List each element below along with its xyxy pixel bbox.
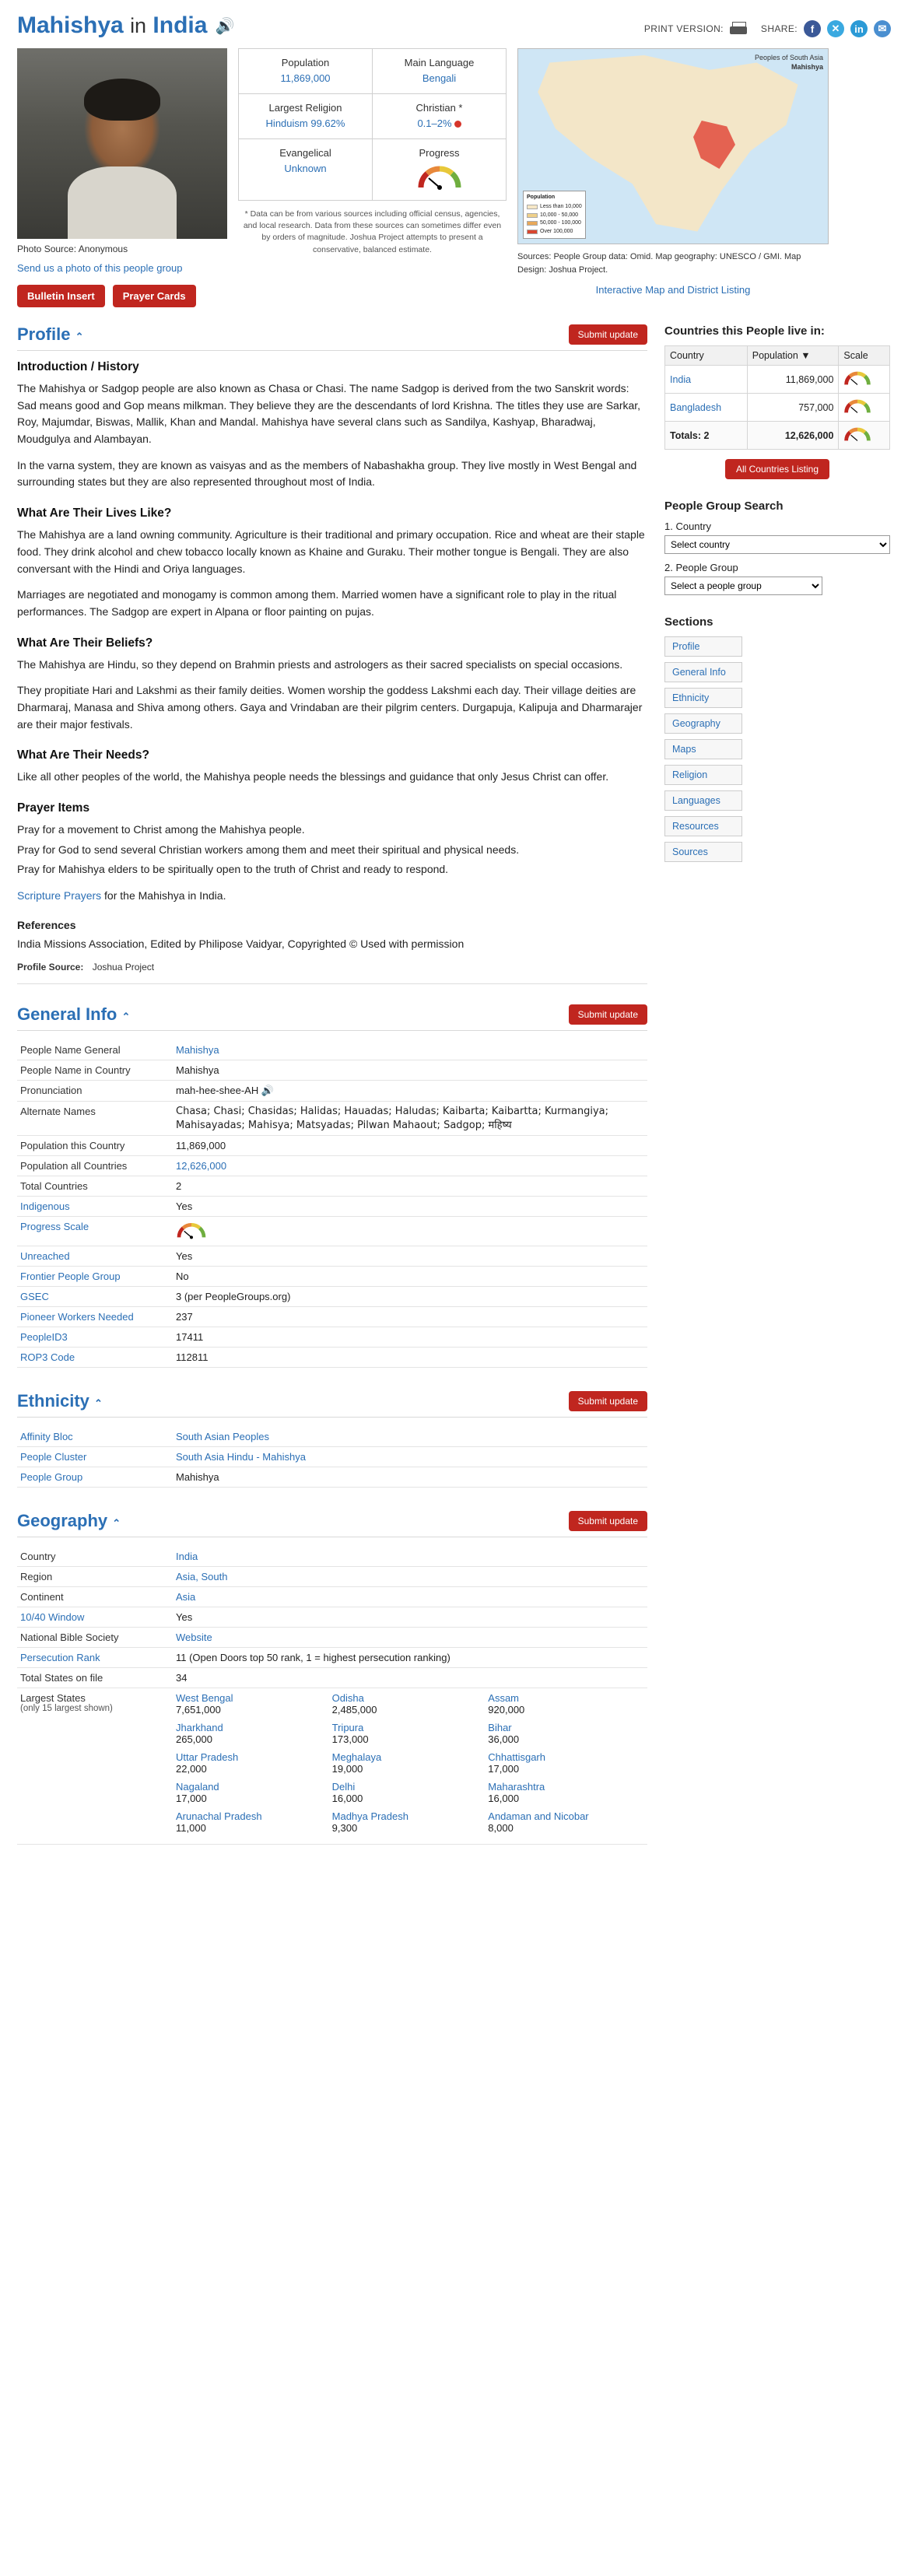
- state-population: 7,651,000: [176, 1704, 221, 1716]
- needs-heading: What Are Their Needs?: [17, 748, 149, 762]
- section-link-languages[interactable]: Languages: [664, 790, 742, 811]
- state-population: 16,000: [331, 1793, 363, 1805]
- facts-row: [239, 139, 506, 200]
- content-column: [17, 324, 647, 1845]
- search-label-country: 1. Country: [664, 520, 711, 532]
- row-key[interactable]: Indigenous: [17, 1197, 173, 1217]
- email-icon[interactable]: ✉: [874, 20, 891, 37]
- row-value: mah-hee-shee-AH 🔊: [173, 1081, 647, 1102]
- fact-value[interactable]: Bengali: [422, 72, 457, 84]
- ethnicity-section-header: [17, 1391, 647, 1418]
- row-value: Mahishya: [173, 1060, 647, 1081]
- row-value[interactable]: Website: [173, 1628, 647, 1648]
- fact-label: Population: [281, 57, 330, 68]
- row-value[interactable]: Mahishya: [173, 1040, 647, 1060]
- row-value: 3 (per PeopleGroups.org): [173, 1287, 647, 1307]
- row-value[interactable]: 12,626,000: [173, 1156, 647, 1176]
- prayer-line-1: Pray for a movement to Christ among the Mahishya people.: [17, 823, 305, 836]
- fact-largest-religion: [239, 94, 373, 138]
- states-col-2: [332, 1692, 489, 1840]
- printer-icon[interactable]: [730, 22, 747, 36]
- ethnicity-table: [17, 1427, 647, 1488]
- state-name[interactable]: West Bengal: [176, 1692, 233, 1705]
- state-name[interactable]: Arunachal Pradesh: [176, 1810, 262, 1823]
- send-photo-link[interactable]: Send us a photo of this people group: [17, 262, 183, 274]
- row-key: Continent: [17, 1587, 173, 1607]
- fact-population: [239, 49, 373, 93]
- fact-value: 11,869,000: [280, 72, 331, 84]
- fact-label: Progress: [419, 147, 460, 159]
- general-info-heading: General Info: [17, 1004, 117, 1025]
- table-row: [17, 1688, 647, 1845]
- chevron-up-icon[interactable]: ⌃: [94, 1397, 103, 1410]
- col-scale[interactable]: Scale: [839, 346, 890, 366]
- row-value: Chasa; Chasi; Chasidas; Halidas; Hauadas; Haludas; Kaibarta; Kaibartta; Kurmangiya; Mahisayadas; Mahisya; Matsyadas; Pilwan Mahaout; Sadgop; महिष्य: [173, 1102, 647, 1136]
- submit-update-general-info-button[interactable]: Submit update: [569, 1004, 647, 1025]
- state-population: 920,000: [488, 1704, 525, 1716]
- scripture-prayers-link[interactable]: Scripture Prayers: [17, 889, 102, 902]
- state-name[interactable]: Odisha: [331, 1692, 364, 1705]
- profile-heading: Profile: [17, 324, 71, 344]
- row-key: Population all Countries: [17, 1156, 173, 1176]
- submit-update-ethnicity-button[interactable]: Submit update: [569, 1391, 647, 1411]
- table-row: [17, 1567, 647, 1587]
- title-text: [17, 14, 207, 37]
- scripture-prayers-rest: for the Mahishya in India.: [104, 889, 226, 902]
- country-name: India: [153, 12, 208, 38]
- title-in: in: [130, 14, 147, 37]
- fact-progress: [373, 139, 506, 200]
- needs-paragraph-1: Like all other peoples of the world, the Mahishya people needs the blessings and guidance that only Jesus Christ can offer.: [17, 770, 609, 783]
- lives-paragraph-1: The Mahishya are a land owning community. Agriculture is their traditional and primary occupation. Rice and wheat are their staple food. They drink alcohol and chew tobacco locally known as Khaine and Guraku. Their mother tongue is Bengali. They are also conversant with the Hindi and Oriya languages.: [17, 528, 645, 575]
- table-row: [665, 394, 890, 422]
- state-population: 36,000: [488, 1733, 520, 1746]
- link-icon[interactable]: in: [850, 20, 868, 37]
- totals-population: 12,626,000: [747, 422, 839, 450]
- search-title: People Group Search: [664, 499, 784, 513]
- state-population: 11,000: [176, 1822, 206, 1835]
- fact-label: Evangelical: [279, 147, 331, 159]
- row-key[interactable]: People Cluster: [17, 1447, 173, 1467]
- row-key: Country: [17, 1547, 173, 1567]
- beliefs-heading: What Are Their Beliefs?: [17, 636, 153, 650]
- country-population: 11,869,000: [747, 366, 839, 394]
- scale-gauge-icon: [839, 366, 890, 394]
- facts-table: [238, 48, 507, 201]
- section-link-profile[interactable]: Profile: [664, 636, 742, 657]
- row-key: People Name in Country: [17, 1060, 173, 1081]
- twitter-x-icon[interactable]: ✕: [827, 20, 844, 37]
- row-value: [173, 1217, 647, 1246]
- row-key[interactable]: People Group: [17, 1467, 173, 1488]
- country-select[interactable]: [664, 535, 890, 554]
- table-row: [17, 1060, 647, 1081]
- states-col-1: [176, 1692, 332, 1840]
- table-row: [17, 1648, 647, 1668]
- row-key[interactable]: Persecution Rank: [17, 1648, 173, 1668]
- row-key[interactable]: ROP3 Code: [17, 1348, 173, 1368]
- row-value: No: [173, 1267, 647, 1287]
- table-row: [17, 1587, 647, 1607]
- page-header: [17, 14, 891, 37]
- header-actions: [644, 14, 891, 37]
- map-legend: Population Less than 10,000 10,000 - 50,000 50,000 - 100,000 Over 100,000: [523, 191, 586, 240]
- row-value: Yes: [173, 1197, 647, 1217]
- state-population: 22,000: [176, 1763, 207, 1775]
- country-population: 757,000: [747, 394, 839, 422]
- references-heading: References: [17, 918, 76, 931]
- print-version-label: PRINT VERSION:: [643, 23, 724, 34]
- state-name[interactable]: Assam: [488, 1692, 520, 1705]
- states-col-3: [488, 1692, 644, 1840]
- row-value: 11,869,000: [173, 1136, 647, 1156]
- table-row: [17, 1081, 647, 1102]
- sections-list: [664, 636, 890, 862]
- facts-row: [239, 94, 506, 139]
- state-population: 8,000: [488, 1822, 514, 1835]
- state-population: 17,000: [176, 1793, 207, 1805]
- row-value[interactable]: South Asian Peoples: [173, 1427, 647, 1447]
- row-value: Mahishya: [173, 1467, 647, 1488]
- general-info-section-header: [17, 1004, 647, 1031]
- state-name[interactable]: Bihar: [488, 1722, 512, 1734]
- row-key[interactable]: GSEC: [17, 1287, 173, 1307]
- table-row: [17, 1040, 647, 1060]
- fact-christian: [373, 94, 506, 138]
- table-row: [17, 1668, 647, 1688]
- table-row: [17, 1267, 647, 1287]
- fact-evangelical: [239, 139, 373, 200]
- divider: [17, 983, 647, 984]
- chevron-up-icon[interactable]: ⌃: [75, 331, 84, 342]
- table-row: [17, 1287, 647, 1307]
- largest-states-grid: [173, 1688, 647, 1845]
- all-countries-listing-button[interactable]: All Countries Listing: [725, 459, 829, 479]
- map-column: [517, 48, 829, 296]
- status-dot-icon: [454, 121, 461, 128]
- state-population: 9,300: [331, 1822, 358, 1835]
- countries-title: Countries this People live in:: [664, 324, 825, 338]
- row-value[interactable]: Asia, South: [173, 1567, 647, 1587]
- photo-buttons: [17, 285, 227, 307]
- state-name[interactable]: Jharkhand: [176, 1722, 223, 1734]
- fact-label: Christian *: [415, 102, 463, 114]
- profile-source-label: Profile Source:: [17, 962, 84, 973]
- row-key[interactable]: Unreached: [17, 1246, 173, 1267]
- row-value: 11 (Open Doors top 50 rank, 1 = highest persecution ranking): [173, 1648, 647, 1668]
- sidebar: [664, 324, 890, 1845]
- scale-gauge-icon: [839, 422, 890, 450]
- photo-caption: Photo Source: Anonymous: [17, 244, 128, 254]
- state-name[interactable]: Delhi: [331, 1781, 356, 1793]
- section-link-religion[interactable]: Religion: [664, 765, 742, 785]
- col-country[interactable]: Country: [665, 346, 748, 366]
- people-map[interactable]: [517, 48, 829, 244]
- country-name[interactable]: India: [665, 366, 748, 394]
- row-key[interactable]: 10/40 Window: [17, 1607, 173, 1628]
- main-columns: [17, 324, 891, 1845]
- submit-update-geography-button[interactable]: Submit update: [569, 1511, 647, 1531]
- intro-heading: Introduction / History: [17, 360, 139, 373]
- section-link-resources[interactable]: Resources: [664, 816, 742, 836]
- references-text: India Missions Association, Edited by Philipose Vaidyar, Copyrighted © Used with permission: [17, 937, 465, 950]
- country-name[interactable]: Bangladesh: [665, 394, 748, 422]
- photo-column: [17, 48, 227, 307]
- speaker-icon[interactable]: 🔊: [261, 1085, 275, 1097]
- row-value: Yes: [173, 1246, 647, 1267]
- facebook-icon[interactable]: f: [804, 20, 821, 37]
- state-population: 17,000: [488, 1763, 520, 1775]
- people-group-select[interactable]: [664, 577, 822, 595]
- state-name[interactable]: Madhya Pradesh: [331, 1810, 408, 1823]
- table-row: [17, 1176, 647, 1197]
- row-value: 237: [173, 1307, 647, 1327]
- row-key: National Bible Society: [17, 1628, 173, 1648]
- chevron-up-icon[interactable]: ⌃: [121, 1011, 131, 1023]
- row-value: 2: [173, 1176, 647, 1197]
- lives-paragraph-2: Marriages are negotiated and monogamy is common among them. Married women have a significant role to play in the ritual performances. The Sadgop are expert in Alpana or floor painting on pujas.: [17, 588, 617, 618]
- row-value: 112811: [173, 1348, 647, 1368]
- row-key[interactable]: Pioneer Workers Needed: [17, 1307, 173, 1327]
- facts-column: [238, 48, 507, 256]
- map-title: Peoples of South Asia Mahishya: [754, 54, 823, 71]
- table-row: [665, 366, 890, 394]
- table-totals-row: [665, 422, 890, 450]
- prayer-line-3: Pray for Mahishya elders to be spiritually open to the truth of Christ and ready to respond.: [17, 863, 449, 876]
- row-value[interactable]: Asia: [173, 1587, 647, 1607]
- table-row: [17, 1102, 647, 1136]
- table-row: [17, 1628, 647, 1648]
- geography-heading: Geography: [17, 1511, 108, 1531]
- row-key[interactable]: Affinity Bloc: [17, 1427, 173, 1447]
- fact-label: Largest Religion: [268, 102, 342, 114]
- table-header-row: [665, 346, 890, 366]
- progress-gauge-icon: [416, 163, 463, 191]
- geography-table: [17, 1547, 647, 1845]
- row-key: Largest States (only 15 largest shown): [17, 1688, 173, 1845]
- table-row: [17, 1246, 647, 1267]
- table-row: [17, 1348, 647, 1368]
- chevron-up-icon[interactable]: ⌃: [112, 1517, 121, 1530]
- prayer-line-2: Pray for God to send several Christian workers among them and meet their spiritual and physical needs.: [17, 843, 520, 856]
- row-value[interactable]: India: [173, 1547, 647, 1567]
- state-name[interactable]: Andaman and Nicobar: [488, 1810, 589, 1823]
- row-key: Total Countries: [17, 1176, 173, 1197]
- lives-heading: What Are Their Lives Like?: [17, 506, 172, 520]
- submit-update-profile-button[interactable]: Submit update: [569, 324, 647, 345]
- people-name: Mahishya: [17, 12, 124, 38]
- table-row: [17, 1607, 647, 1628]
- facts-footnote: * Data can be from various sources including official census, agencies, and local research. Data from these sources can sometimes differ even by orders of magnitude. Joshua Project attempts to present a conservative, balanced estimate.: [243, 209, 502, 254]
- scripture-prayers-line: [17, 888, 647, 905]
- people-group-search: [664, 499, 890, 595]
- interactive-map-link[interactable]: Interactive Map and District Listing: [595, 284, 751, 296]
- table-row: [17, 1197, 647, 1217]
- ethnicity-heading: Ethnicity: [17, 1391, 89, 1411]
- row-key: Total States on file: [17, 1668, 173, 1688]
- section-link-sources[interactable]: Sources: [664, 842, 742, 862]
- people-photo: [17, 48, 227, 239]
- share-label: SHARE:: [760, 23, 798, 34]
- row-key: People Name General: [17, 1040, 173, 1060]
- fact-value: Hinduism 99.62%: [265, 117, 345, 129]
- top-panel: [17, 48, 891, 307]
- row-value: 17411: [173, 1327, 647, 1348]
- row-value: 34: [173, 1668, 647, 1688]
- beliefs-paragraph-2: They propitiate Hari and Lakshmi as their family deities. Women worship the goddess Lakshmi each day. Their village deities are Dharmaraj, Manasa and Shiva among others. Gaya and Vrindaban are their pilgrim centers. Durgapuja, Kalipuja and Dharmarajer are their major festivals.: [17, 684, 643, 731]
- state-name[interactable]: Nagaland: [176, 1781, 219, 1793]
- col-population[interactable]: Population ▼: [747, 346, 839, 366]
- state-name[interactable]: Tripura: [331, 1722, 364, 1734]
- beliefs-paragraph-1: The Mahishya are Hindu, so they depend on Brahmin priests and astrologers as their sacred specialists on special occasions.: [17, 657, 623, 671]
- facts-row: [239, 49, 506, 94]
- section-link-ethnicity[interactable]: Ethnicity: [664, 688, 742, 708]
- section-link-maps[interactable]: Maps: [664, 739, 742, 759]
- row-key[interactable]: Progress Scale: [17, 1217, 173, 1246]
- row-key[interactable]: PeopleID3: [17, 1327, 173, 1348]
- search-label-people-group: 2. People Group: [664, 562, 738, 573]
- intro-paragraph-1: The Mahishya or Sadgop people are also known as Chasa or Chasi. The name Sadgop is derived from the two Sanskrit words: Sad means good and Gop means milkman. They believe they are the descendants of lord Krishna. The titles they use are Sarkar, Roy, Majumdar, Biswas, Mallik, Khan and Mandal. Mahishya have several clans such as Sandilya, Kashyap, Bharadwaj, Moudgulya and Alambayan.: [17, 382, 641, 446]
- profile-source: [17, 962, 647, 973]
- row-key: Region: [17, 1567, 173, 1587]
- table-row: [17, 1427, 647, 1447]
- row-key[interactable]: Frontier People Group: [17, 1267, 173, 1287]
- profile-source-value: Joshua Project: [92, 962, 155, 973]
- speaker-icon[interactable]: 🔊: [215, 17, 235, 35]
- row-value[interactable]: South Asia Hindu - Mahishya: [173, 1447, 647, 1467]
- prayer-cards-button[interactable]: Prayer Cards: [113, 285, 196, 307]
- table-row: [17, 1307, 647, 1327]
- row-key: Pronunciation: [17, 1081, 173, 1102]
- table-row: [17, 1136, 647, 1156]
- state-population: 2,485,000: [331, 1704, 377, 1716]
- progress-gauge-icon: [176, 1221, 207, 1239]
- table-row: [17, 1447, 647, 1467]
- state-population: 16,000: [488, 1793, 520, 1805]
- row-key: Population this Country: [17, 1136, 173, 1156]
- fact-value: 0.1–2%: [417, 117, 452, 129]
- fact-main-language: [373, 49, 506, 93]
- row-value: Yes: [173, 1607, 647, 1628]
- table-row: [17, 1467, 647, 1488]
- map-sources: Sources: People Group data: Omid. Map geography: UNESCO / GMI. Map Design: Joshua Project.: [517, 252, 801, 275]
- state-name[interactable]: Chhattisgarh: [488, 1751, 545, 1764]
- general-info-table: [17, 1040, 647, 1368]
- profile-section-header: [17, 324, 647, 351]
- countries-table: [664, 345, 890, 450]
- geography-section-header: [17, 1511, 647, 1537]
- table-row: [17, 1156, 647, 1176]
- bulletin-insert-button[interactable]: Bulletin Insert: [17, 285, 105, 307]
- state-population: 173,000: [331, 1733, 369, 1746]
- intro-paragraph-2: In the varna system, they are known as vaisyas and as the members of Nabashakha group. They live mostly in West Bengal and surrounding states but they are also represented throughout most of India.: [17, 458, 637, 489]
- state-population: 265,000: [176, 1733, 212, 1746]
- scale-gauge-icon: [839, 394, 890, 422]
- page-title: [17, 14, 234, 37]
- prayer-heading: Prayer Items: [17, 801, 90, 815]
- sections-title: Sections: [664, 615, 713, 629]
- state-name[interactable]: Uttar Pradesh: [176, 1751, 239, 1764]
- section-link-geography[interactable]: Geography: [664, 713, 742, 734]
- section-link-general-info[interactable]: General Info: [664, 662, 742, 682]
- table-row: [17, 1327, 647, 1348]
- state-population: 19,000: [331, 1763, 363, 1775]
- table-row: [17, 1217, 647, 1246]
- state-name[interactable]: Maharashtra: [488, 1781, 545, 1793]
- row-key: Alternate Names: [17, 1102, 173, 1136]
- table-row: [17, 1547, 647, 1567]
- fact-value: Unknown: [284, 163, 327, 174]
- totals-label: Totals: 2: [665, 422, 748, 450]
- fact-label: Main Language: [404, 57, 475, 68]
- state-name[interactable]: Meghalaya: [331, 1751, 382, 1764]
